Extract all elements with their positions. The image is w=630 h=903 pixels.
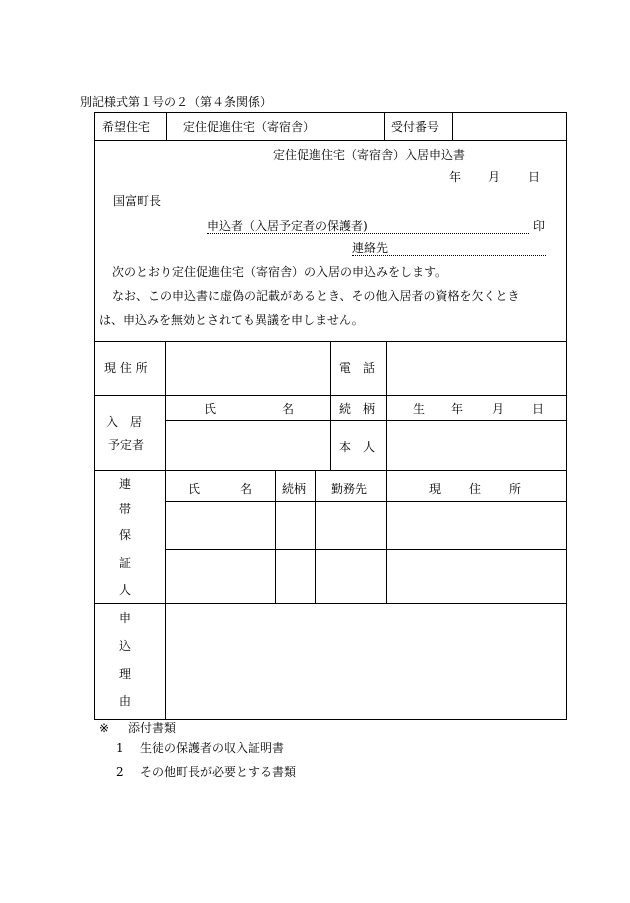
guarantor-workplace-header: 勤務先: [331, 482, 368, 496]
date-day-label: 日: [528, 170, 541, 184]
guarantor-label-char: 人: [119, 583, 132, 597]
divider-line: [330, 341, 331, 470]
reason-field[interactable]: [172, 612, 557, 712]
divider-line: [384, 112, 385, 140]
guarantor-address-header-2: 住: [469, 482, 482, 496]
guarantor-label-char: 連: [119, 477, 132, 491]
attachment-item-text: 生徒の保護者の収入証明書: [140, 741, 285, 755]
current-address-field[interactable]: [172, 362, 322, 376]
reason-label-char: 由: [119, 694, 132, 708]
attachments-title: 添付書類: [128, 721, 177, 735]
divider-line: [165, 420, 567, 421]
relation-column-header: 続 柄: [339, 402, 376, 416]
applicant-label: 申込者（入居予定者の保護者): [207, 219, 368, 233]
phone-label: 電 話: [339, 361, 376, 375]
guarantor-label-char: 保: [119, 528, 132, 542]
reason-label-char: 理: [119, 667, 132, 681]
divider-line: [452, 112, 453, 140]
resident-label-line1: 入 居: [106, 415, 143, 429]
date-year-label: 年: [449, 170, 462, 184]
divider-line: [386, 341, 387, 470]
contact-label: 連絡先: [352, 241, 389, 255]
guarantor-address-header-3: 所: [509, 482, 522, 496]
body-text-line2: なお、この申込書に虚偽の記載があるとき、その他入居者の資格を欠くとき: [112, 289, 520, 303]
form-reference-note: 別記様式第１号の２（第４条関係）: [80, 95, 273, 109]
birth-year-label: 年: [451, 402, 464, 416]
body-text-line3: は、申込みを無効とされても異議を申しません。: [99, 313, 364, 327]
current-address-label: 現 住 所: [104, 361, 148, 375]
applicant-signature-line[interactable]: [207, 233, 529, 234]
attachments-mark: ※: [99, 721, 110, 735]
divider-line: [386, 470, 387, 603]
guarantor-address-header: 現: [429, 482, 442, 496]
guarantor-label-char: 帯: [119, 502, 132, 516]
divider-line: [165, 341, 166, 720]
divider-line: [166, 112, 167, 140]
divider-line: [94, 140, 567, 141]
divider-line: [165, 549, 567, 550]
body-text-line1: 次のとおり定住促進住宅（寄宿舎）の入居の申込みをします。: [112, 265, 448, 279]
name-column-header-2: 名: [282, 402, 295, 416]
divider-line: [315, 470, 316, 603]
birth-day-label: 日: [532, 402, 545, 416]
birth-month-label: 月: [492, 402, 505, 416]
reason-label-char: 申: [119, 611, 132, 625]
divider-line: [275, 470, 276, 603]
date-month-label: 月: [488, 170, 501, 184]
attachment-item-number: 2: [116, 765, 124, 779]
contact-line[interactable]: [352, 255, 546, 256]
guarantor-label-char: 証: [119, 556, 132, 570]
guarantor-name-header-2: 名: [240, 482, 253, 496]
birth-label: 生: [413, 402, 426, 416]
reason-label-char: 込: [119, 639, 132, 653]
guarantor-relation-header: 続柄: [282, 482, 307, 496]
attachment-item-number: 1: [116, 741, 124, 755]
desired-housing-value: 定住促進住宅（寄宿舎）: [183, 120, 316, 134]
guarantor-name-header: 氏: [188, 482, 201, 496]
resident-label-line2: 予定者: [108, 438, 145, 452]
relation-self-value: 本 人: [339, 440, 376, 454]
receipt-number-label: 受付番号: [391, 120, 440, 134]
attachment-item-text: その他町長が必要とする書類: [140, 765, 297, 779]
divider-line: [165, 501, 567, 502]
phone-field[interactable]: [392, 362, 562, 376]
name-column-header: 氏: [204, 402, 217, 416]
form-title: 定住促進住宅（寄宿舎）入居申込書: [273, 148, 466, 162]
desired-housing-label: 希望住宅: [102, 120, 151, 134]
addressee: 国富町長: [113, 194, 162, 208]
seal-mark: 印: [533, 219, 546, 233]
